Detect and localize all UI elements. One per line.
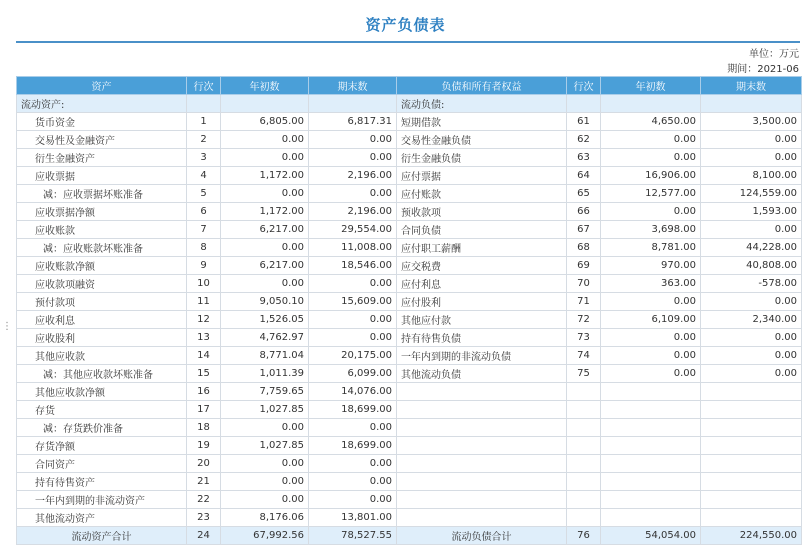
asset-begin-value: 1,011.39 bbox=[221, 365, 309, 383]
liability-begin-value: 12,577.00 bbox=[601, 185, 701, 203]
liabilities-total-begin: 54,054.00 bbox=[601, 527, 701, 545]
liability-row-no: 67 bbox=[567, 221, 601, 239]
liabilities-total-end: 224,550.00 bbox=[701, 527, 802, 545]
assets-total-end: 78,527.55 bbox=[309, 527, 397, 545]
asset-name: 减：应收票据坏账准备 bbox=[17, 185, 187, 203]
table-header-row bbox=[17, 77, 802, 95]
liability-row-no: 66 bbox=[567, 203, 601, 221]
liability-name: 合同负债 bbox=[397, 221, 567, 239]
asset-end-value: 2,196.00 bbox=[309, 167, 397, 185]
asset-name: 交易性及金融资产 bbox=[17, 131, 187, 149]
liability-row-no bbox=[567, 437, 601, 455]
asset-row-no: 2 bbox=[187, 131, 221, 149]
table-row bbox=[17, 437, 802, 455]
liability-name: 应付票据 bbox=[397, 167, 567, 185]
liability-row-no: 75 bbox=[567, 365, 601, 383]
asset-name: 存货 bbox=[17, 401, 187, 419]
table-row bbox=[17, 419, 802, 437]
table-row bbox=[17, 311, 802, 329]
liability-end-value: -578.00 bbox=[701, 275, 802, 293]
asset-name: 应收账款 bbox=[17, 221, 187, 239]
liability-end-value: 1,593.00 bbox=[701, 203, 802, 221]
liability-end-value bbox=[701, 473, 802, 491]
liability-begin-value bbox=[601, 401, 701, 419]
liability-begin-value: 0.00 bbox=[601, 365, 701, 383]
asset-row-no: 14 bbox=[187, 347, 221, 365]
asset-end-value: 0.00 bbox=[309, 275, 397, 293]
liability-end-value: 44,228.00 bbox=[701, 239, 802, 257]
liability-name bbox=[397, 455, 567, 473]
liability-begin-value: 0.00 bbox=[601, 347, 701, 365]
table-row bbox=[17, 167, 802, 185]
liability-name: 预收款项 bbox=[397, 203, 567, 221]
header-assets: 资产 bbox=[17, 77, 187, 95]
liability-name: 应付职工薪酬 bbox=[397, 239, 567, 257]
asset-end-value: 18,699.00 bbox=[309, 401, 397, 419]
liability-name: 应交税费 bbox=[397, 257, 567, 275]
liability-row-no: 74 bbox=[567, 347, 601, 365]
total-row bbox=[17, 527, 802, 545]
table-row bbox=[17, 221, 802, 239]
table-row bbox=[17, 491, 802, 509]
asset-name: 应收款项融资 bbox=[17, 275, 187, 293]
asset-name: 减：存货跌价准备 bbox=[17, 419, 187, 437]
assets-total-row-no: 24 bbox=[187, 527, 221, 545]
liability-row-no: 61 bbox=[567, 113, 601, 131]
asset-name: 应收账款净额 bbox=[17, 257, 187, 275]
header-liabilities: 负债和所有者权益 bbox=[397, 77, 567, 95]
asset-end-value: 6,817.31 bbox=[309, 113, 397, 131]
table-row bbox=[17, 347, 802, 365]
asset-row-no: 1 bbox=[187, 113, 221, 131]
liability-begin-value: 6,109.00 bbox=[601, 311, 701, 329]
asset-begin-value: 6,217.00 bbox=[221, 257, 309, 275]
asset-begin-value: 7,759.65 bbox=[221, 383, 309, 401]
liability-row-no: 70 bbox=[567, 275, 601, 293]
asset-row-no: 16 bbox=[187, 383, 221, 401]
asset-name: 减：其他应收款坏账准备 bbox=[17, 365, 187, 383]
liability-begin-value: 0.00 bbox=[601, 203, 701, 221]
asset-begin-value: 6,217.00 bbox=[221, 221, 309, 239]
table-row bbox=[17, 401, 802, 419]
asset-end-value: 20,175.00 bbox=[309, 347, 397, 365]
asset-end-value: 0.00 bbox=[309, 329, 397, 347]
asset-name: 应收票据净额 bbox=[17, 203, 187, 221]
asset-end-value: 11,008.00 bbox=[309, 239, 397, 257]
liability-begin-value: 16,906.00 bbox=[601, 167, 701, 185]
table-row bbox=[17, 293, 802, 311]
liability-row-no: 64 bbox=[567, 167, 601, 185]
liability-row-no: 62 bbox=[567, 131, 601, 149]
liability-row-no: 69 bbox=[567, 257, 601, 275]
liability-end-value bbox=[701, 383, 802, 401]
liability-end-value: 124,559.00 bbox=[701, 185, 802, 203]
liability-row-no: 65 bbox=[567, 185, 601, 203]
asset-row-no: 11 bbox=[187, 293, 221, 311]
asset-begin-value: 0.00 bbox=[221, 455, 309, 473]
liability-begin-value: 0.00 bbox=[601, 149, 701, 167]
asset-begin-value: 9,050.10 bbox=[221, 293, 309, 311]
asset-row-no: 7 bbox=[187, 221, 221, 239]
liability-end-value: 8,100.00 bbox=[701, 167, 802, 185]
asset-begin-value: 1,172.00 bbox=[221, 167, 309, 185]
liability-name: 持有待售负债 bbox=[397, 329, 567, 347]
asset-row-no: 22 bbox=[187, 491, 221, 509]
liability-begin-value bbox=[601, 509, 701, 527]
unit-label: 单位：万元 bbox=[749, 49, 799, 60]
asset-begin-value: 0.00 bbox=[221, 491, 309, 509]
asset-begin-value: 0.00 bbox=[221, 419, 309, 437]
liability-name: 一年内到期的非流动负债 bbox=[397, 347, 567, 365]
liability-end-value: 0.00 bbox=[701, 131, 802, 149]
table-row bbox=[17, 455, 802, 473]
liability-begin-value bbox=[601, 491, 701, 509]
asset-begin-value: 1,172.00 bbox=[221, 203, 309, 221]
period-label: 期间：2021-06 bbox=[727, 64, 799, 75]
asset-begin-value: 0.00 bbox=[221, 473, 309, 491]
liability-name bbox=[397, 419, 567, 437]
liability-end-value bbox=[701, 419, 802, 437]
liability-end-value: 2,340.00 bbox=[701, 311, 802, 329]
asset-end-value: 29,554.00 bbox=[309, 221, 397, 239]
asset-end-value: 2,196.00 bbox=[309, 203, 397, 221]
asset-row-no: 21 bbox=[187, 473, 221, 491]
liability-begin-value: 970.00 bbox=[601, 257, 701, 275]
table-row bbox=[17, 473, 802, 491]
liability-row-no: 71 bbox=[567, 293, 601, 311]
asset-end-value: 14,076.00 bbox=[309, 383, 397, 401]
asset-row-no: 4 bbox=[187, 167, 221, 185]
liability-begin-value bbox=[601, 455, 701, 473]
asset-row-no: 19 bbox=[187, 437, 221, 455]
asset-end-value: 18,546.00 bbox=[309, 257, 397, 275]
liability-end-value: 0.00 bbox=[701, 347, 802, 365]
liability-row-no bbox=[567, 509, 601, 527]
liability-name: 短期借款 bbox=[397, 113, 567, 131]
asset-name: 预付款项 bbox=[17, 293, 187, 311]
liability-begin-value bbox=[601, 383, 701, 401]
asset-end-value: 13,801.00 bbox=[309, 509, 397, 527]
header-row-no: 行次 bbox=[187, 77, 221, 95]
asset-begin-value: 4,762.97 bbox=[221, 329, 309, 347]
asset-begin-value: 0.00 bbox=[221, 239, 309, 257]
liability-name: 衍生金融负债 bbox=[397, 149, 567, 167]
liability-name: 交易性金融负债 bbox=[397, 131, 567, 149]
asset-end-value: 0.00 bbox=[309, 131, 397, 149]
section-assets: 流动资产: bbox=[17, 95, 187, 113]
liability-row-no: 68 bbox=[567, 239, 601, 257]
asset-begin-value: 1,027.85 bbox=[221, 401, 309, 419]
asset-end-value: 0.00 bbox=[309, 185, 397, 203]
asset-name: 存货净额 bbox=[17, 437, 187, 455]
asset-name: 应收利息 bbox=[17, 311, 187, 329]
liability-row-no: 72 bbox=[567, 311, 601, 329]
asset-name: 衍生金融资产 bbox=[17, 149, 187, 167]
assets-total-begin: 67,992.56 bbox=[221, 527, 309, 545]
table-row bbox=[17, 203, 802, 221]
asset-begin-value: 8,176.06 bbox=[221, 509, 309, 527]
liability-name bbox=[397, 383, 567, 401]
report-title: 资产负债表 bbox=[365, 16, 446, 34]
title-underline bbox=[16, 41, 800, 43]
asset-name: 一年内到期的非流动资产 bbox=[17, 491, 187, 509]
liability-begin-value bbox=[601, 437, 701, 455]
liability-row-no: 73 bbox=[567, 329, 601, 347]
liability-begin-value: 8,781.00 bbox=[601, 239, 701, 257]
asset-end-value: 0.00 bbox=[309, 311, 397, 329]
liability-row-no bbox=[567, 419, 601, 437]
section-liabilities: 流动负债: bbox=[397, 95, 567, 113]
asset-row-no: 6 bbox=[187, 203, 221, 221]
balance-sheet-table bbox=[16, 76, 802, 545]
liability-end-value: 3,500.00 bbox=[701, 113, 802, 131]
table-row bbox=[17, 131, 802, 149]
liability-begin-value: 0.00 bbox=[601, 329, 701, 347]
asset-row-no: 17 bbox=[187, 401, 221, 419]
asset-row-no: 12 bbox=[187, 311, 221, 329]
liability-begin-value: 0.00 bbox=[601, 131, 701, 149]
asset-end-value: 0.00 bbox=[309, 419, 397, 437]
asset-row-no: 3 bbox=[187, 149, 221, 167]
asset-row-no: 15 bbox=[187, 365, 221, 383]
liability-begin-value: 363.00 bbox=[601, 275, 701, 293]
asset-name: 应收票据 bbox=[17, 167, 187, 185]
asset-begin-value: 0.00 bbox=[221, 275, 309, 293]
asset-name: 持有待售资产 bbox=[17, 473, 187, 491]
header-end: 期末数 bbox=[309, 77, 397, 95]
table-row bbox=[17, 149, 802, 167]
asset-row-no: 5 bbox=[187, 185, 221, 203]
asset-end-value: 0.00 bbox=[309, 455, 397, 473]
asset-end-value: 0.00 bbox=[309, 491, 397, 509]
table-row bbox=[17, 383, 802, 401]
liability-end-value: 40,808.00 bbox=[701, 257, 802, 275]
liability-end-value bbox=[701, 455, 802, 473]
asset-row-no: 23 bbox=[187, 509, 221, 527]
liability-begin-value bbox=[601, 473, 701, 491]
table-row bbox=[17, 185, 802, 203]
asset-row-no: 13 bbox=[187, 329, 221, 347]
section-row bbox=[17, 95, 802, 113]
asset-begin-value: 6,805.00 bbox=[221, 113, 309, 131]
liability-end-value: 0.00 bbox=[701, 293, 802, 311]
asset-row-no: 9 bbox=[187, 257, 221, 275]
asset-name: 其他应收款净额 bbox=[17, 383, 187, 401]
asset-name: 合同资产 bbox=[17, 455, 187, 473]
liability-name bbox=[397, 509, 567, 527]
liability-row-no bbox=[567, 383, 601, 401]
liability-end-value bbox=[701, 437, 802, 455]
asset-end-value: 6,099.00 bbox=[309, 365, 397, 383]
liability-end-value bbox=[701, 491, 802, 509]
liabilities-total-row-no: 76 bbox=[567, 527, 601, 545]
liability-begin-value: 3,698.00 bbox=[601, 221, 701, 239]
liability-begin-value: 0.00 bbox=[601, 293, 701, 311]
liability-begin-value bbox=[601, 419, 701, 437]
asset-end-value: 0.00 bbox=[309, 473, 397, 491]
header-end-2: 期末数 bbox=[701, 77, 802, 95]
liability-row-no bbox=[567, 491, 601, 509]
header-row-no-2: 行次 bbox=[567, 77, 601, 95]
liability-name bbox=[397, 491, 567, 509]
asset-begin-value: 0.00 bbox=[221, 185, 309, 203]
asset-name: 其他应收款 bbox=[17, 347, 187, 365]
asset-row-no: 18 bbox=[187, 419, 221, 437]
asset-begin-value: 1,526.05 bbox=[221, 311, 309, 329]
asset-name: 货币资金 bbox=[17, 113, 187, 131]
table-row bbox=[17, 275, 802, 293]
table-row bbox=[17, 113, 802, 131]
liability-row-no bbox=[567, 401, 601, 419]
liability-end-value bbox=[701, 509, 802, 527]
table-row bbox=[17, 509, 802, 527]
asset-name: 应收股利 bbox=[17, 329, 187, 347]
header-begin: 年初数 bbox=[221, 77, 309, 95]
asset-name: 其他流动资产 bbox=[17, 509, 187, 527]
liability-name: 其他流动负债 bbox=[397, 365, 567, 383]
liabilities-total-label: 流动负债合计 bbox=[397, 527, 567, 545]
asset-end-value: 15,609.00 bbox=[309, 293, 397, 311]
asset-begin-value: 0.00 bbox=[221, 131, 309, 149]
liability-end-value: 0.00 bbox=[701, 365, 802, 383]
liability-row-no: 63 bbox=[567, 149, 601, 167]
header-begin-2: 年初数 bbox=[601, 77, 701, 95]
asset-row-no: 20 bbox=[187, 455, 221, 473]
liability-name: 应付账款 bbox=[397, 185, 567, 203]
assets-total-label: 流动资产合计 bbox=[17, 527, 187, 545]
table-row bbox=[17, 329, 802, 347]
asset-end-value: 0.00 bbox=[309, 149, 397, 167]
liability-end-value bbox=[701, 401, 802, 419]
asset-end-value: 18,699.00 bbox=[309, 437, 397, 455]
liability-end-value: 0.00 bbox=[701, 149, 802, 167]
table-row bbox=[17, 239, 802, 257]
liability-name bbox=[397, 473, 567, 491]
liability-name bbox=[397, 401, 567, 419]
asset-row-no: 8 bbox=[187, 239, 221, 257]
liability-begin-value: 4,650.00 bbox=[601, 113, 701, 131]
liability-name bbox=[397, 437, 567, 455]
liability-end-value: 0.00 bbox=[701, 221, 802, 239]
asset-begin-value: 0.00 bbox=[221, 149, 309, 167]
asset-name: 减：应收账款坏账准备 bbox=[17, 239, 187, 257]
asset-row-no: 10 bbox=[187, 275, 221, 293]
liability-name: 应付利息 bbox=[397, 275, 567, 293]
liability-row-no bbox=[567, 473, 601, 491]
liability-name: 应付股利 bbox=[397, 293, 567, 311]
liability-row-no bbox=[567, 455, 601, 473]
liability-end-value: 0.00 bbox=[701, 329, 802, 347]
liability-name: 其他应付款 bbox=[397, 311, 567, 329]
asset-begin-value: 1,027.85 bbox=[221, 437, 309, 455]
asset-begin-value: 8,771.04 bbox=[221, 347, 309, 365]
table-row bbox=[17, 257, 802, 275]
table-row bbox=[17, 365, 802, 383]
drag-handle-icon[interactable]: ⋮ bbox=[2, 321, 12, 332]
